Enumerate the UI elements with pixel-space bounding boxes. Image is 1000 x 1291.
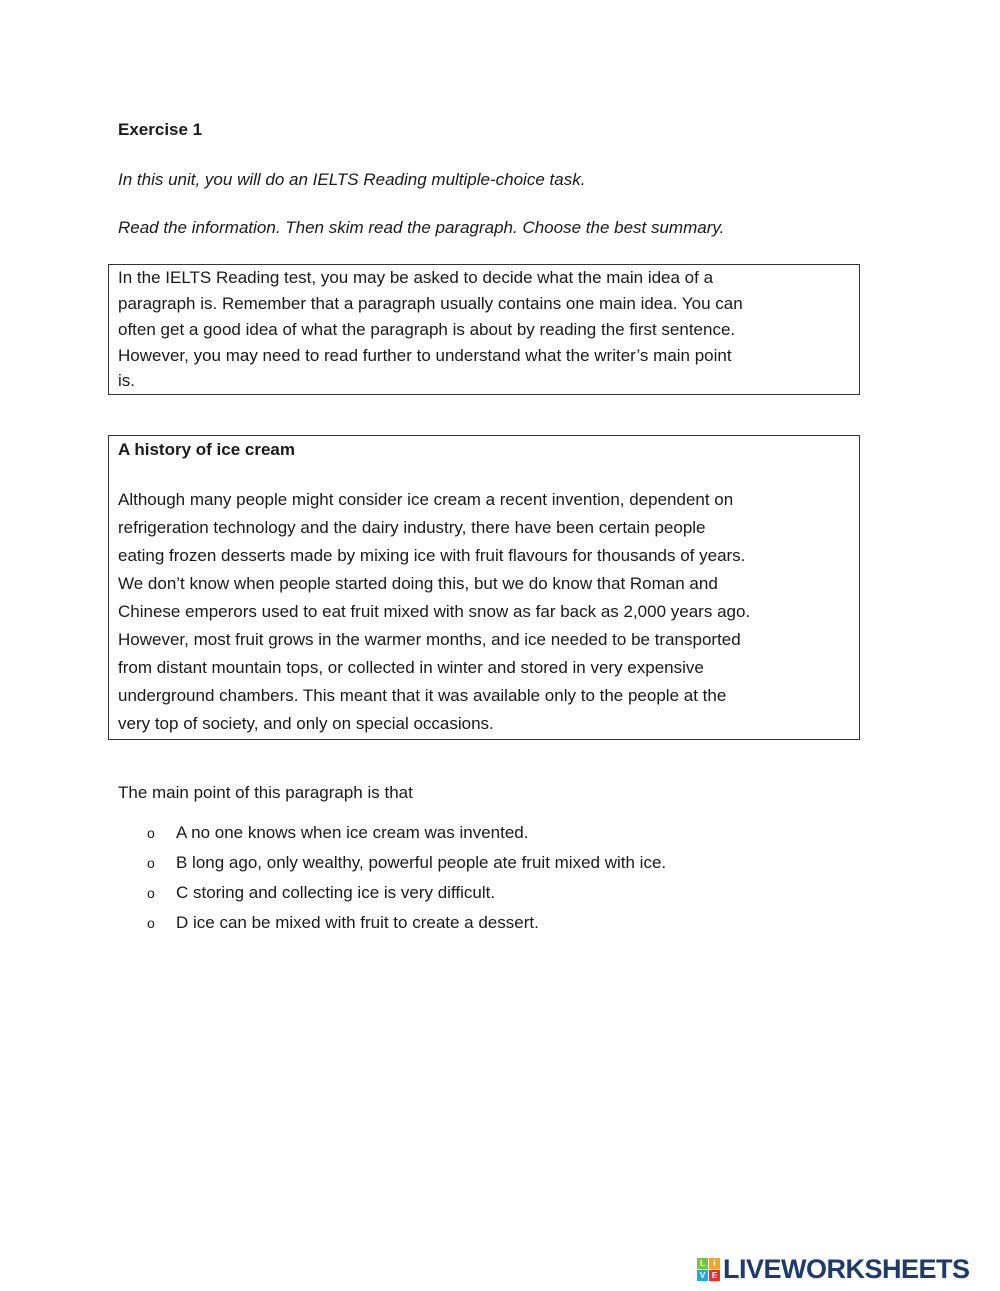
logo-tile: V [697,1270,708,1281]
logo-tile: L [697,1258,708,1269]
option-label: D ice can be mixed with fruit to create a dessert. [176,913,539,932]
passage-line: very top of society, and only on special occasions. [118,714,494,733]
info-line: However, you may need to read further to understand what the writer’s main point [118,346,732,365]
radio-bullet-icon[interactable]: o [147,825,155,841]
passage-line: eating frozen desserts made by mixing ice with fruit flavours for thousands of years. [118,546,746,565]
passage-line: from distant mountain tops, or collected in winter and stored in very expensive [118,658,704,677]
passage-line: refrigeration technology and the dairy industry, there have been certain people [118,518,706,537]
info-line: In the IELTS Reading test, you may be asked to decide what the main idea of a [118,268,714,287]
logo-tiles-icon [697,1258,720,1281]
passage-line: Chinese emperors used to eat fruit mixed with snow as far back as 2,000 years ago. [118,602,751,621]
info-line: paragraph is. Remember that a paragraph usually contains one main idea. You can [118,294,743,313]
option-b[interactable] [147,853,666,873]
option-a[interactable] [147,823,528,843]
logo-tile: I [709,1258,720,1269]
passage-title: A history of ice cream [118,440,295,459]
passage-line: However, most fruit grows in the warmer months, and ice needed to be transported [118,630,741,649]
option-label: C storing and collecting ice is very difficult. [176,883,496,902]
question-text: The main point of this paragraph is that [118,783,413,802]
passage-line: We don’t know when people started doing this, but we do know that Roman and [118,574,718,593]
option-label: B long ago, only wealthy, powerful people ate fruit mixed with ice. [176,853,667,872]
option-label: A no one knows when ice cream was invented. [176,823,529,842]
passage-box [108,435,860,740]
exercise-title: Exercise 1 [118,120,203,139]
option-d[interactable] [147,913,539,933]
logo-text: LIVEWORKSHEETS [723,1254,970,1284]
logo-tile: E [709,1270,720,1281]
intro-text: In this unit, you will do an IELTS Reading multiple-choice task. [118,170,586,189]
info-line: often get a good idea of what the paragraph is about by reading the first sentence. [118,320,736,339]
passage-line: underground chambers. This meant that it was available only to the people at the [118,686,727,705]
radio-bullet-icon[interactable]: o [147,885,155,901]
radio-bullet-icon[interactable]: o [147,855,155,871]
option-c[interactable] [147,883,495,903]
instruction-text: Read the information. Then skim read the paragraph. Choose the best summary. [118,218,725,237]
liveworksheets-logo [697,1254,970,1285]
radio-bullet-icon[interactable]: o [147,915,155,931]
info-line: is. [118,371,135,390]
passage-line: Although many people might consider ice cream a recent invention, dependent on [118,490,734,509]
info-box [108,264,860,395]
